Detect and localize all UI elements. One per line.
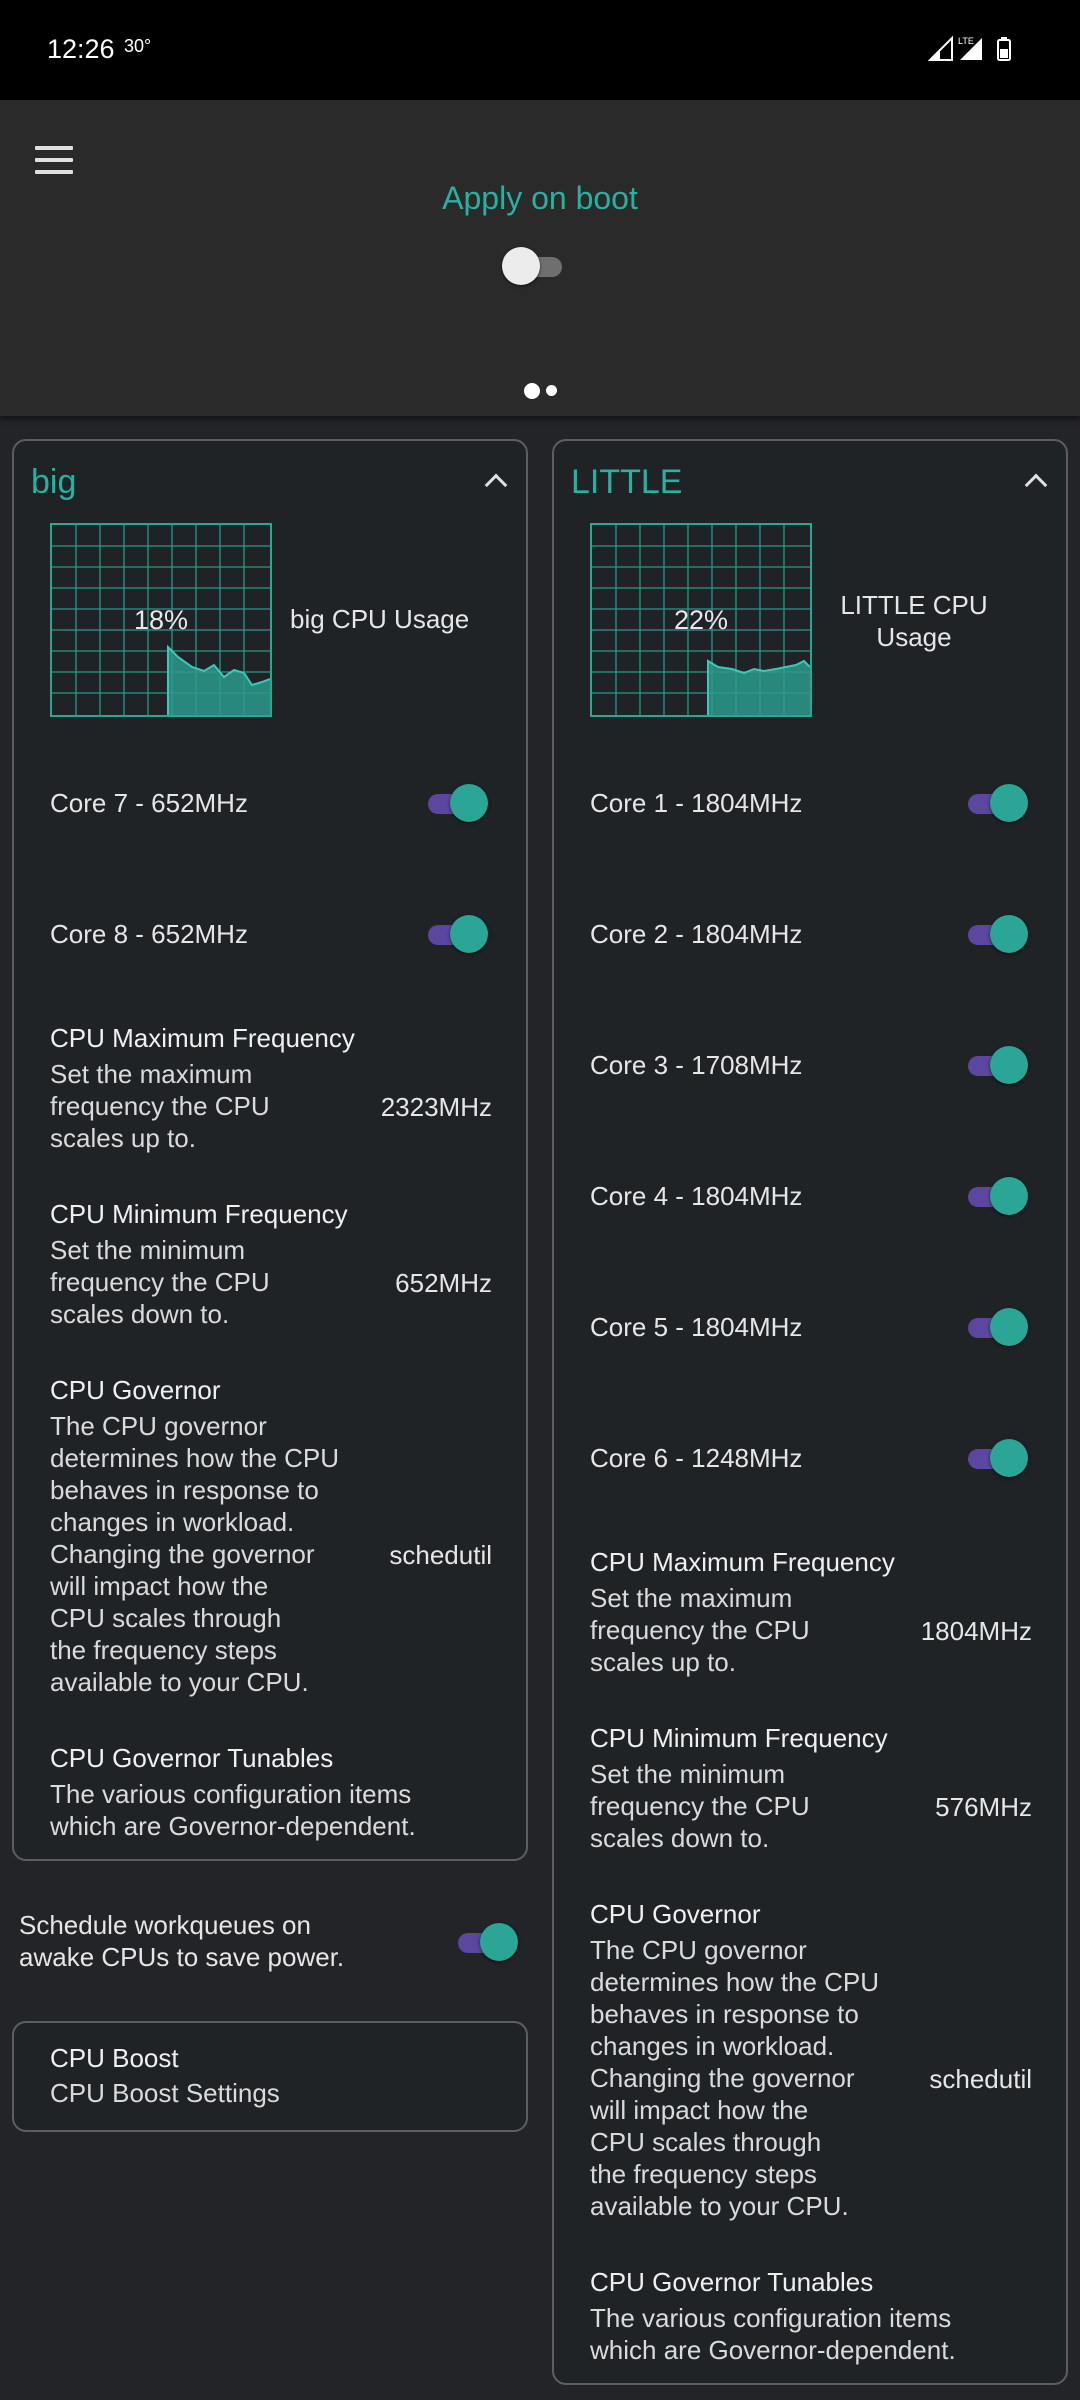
battery-icon <box>998 37 1010 60</box>
core-1-switch[interactable] <box>962 783 1028 823</box>
page-indicator <box>0 382 1080 400</box>
collapse-chevron-up-icon[interactable] <box>485 474 508 497</box>
status-icons <box>928 34 1028 71</box>
cpu-boost-card[interactable] <box>12 2021 528 2132</box>
little-min-freq-desc: Set the minimum frequency the CPU scales down to. <box>590 1759 810 1853</box>
core-8-switch[interactable] <box>422 914 488 954</box>
big-max-freq-title[interactable]: CPU Maximum Frequency <box>50 1023 355 1053</box>
core-4-switch[interactable] <box>962 1176 1028 1216</box>
big-cluster-card <box>12 439 528 1861</box>
big-max-freq-value[interactable]: 2323MHz <box>380 1092 492 1122</box>
core-2-switch[interactable] <box>962 914 1028 954</box>
core-7-label: Core 7 - 652MHz <box>50 788 248 818</box>
cpu-boost-title: CPU Boost <box>50 2043 179 2073</box>
core-4-label: Core 4 - 1804MHz <box>590 1181 803 1211</box>
big-max-freq-desc: Set the maximum frequency the CPU scales up to. <box>50 1059 270 1153</box>
core-5-label: Core 5 - 1804MHz <box>590 1312 803 1342</box>
collapse-chevron-up-icon[interactable] <box>1025 474 1048 497</box>
signal-icon <box>930 38 952 60</box>
little-max-freq-desc: Set the maximum frequency the CPU scales up to. <box>590 1583 810 1677</box>
status-bar <box>0 0 1080 100</box>
status-temperature: 30° <box>124 36 152 56</box>
big-governor-desc: The CPU governor determines how the CPU behaves in response to changes in workload. Changing the governor will impact how the CPU scales through the frequency steps available to your CPU. <box>50 1411 340 1697</box>
workqueue-power-saving-desc: Schedule workqueues on awake CPUs to save power. <box>19 1910 345 1972</box>
little-cluster-title: LITTLE <box>571 463 683 501</box>
svg-text:LTE: LTE <box>958 36 974 46</box>
little-governor-value[interactable]: schedutil <box>929 2064 1032 2094</box>
core-6-label: Core 6 - 1248MHz <box>590 1443 803 1473</box>
big-cpu-usage-label: big CPU Usage <box>290 604 470 634</box>
big-cpu-usage-value: 18% <box>133 605 189 635</box>
core-6-switch[interactable] <box>962 1438 1028 1478</box>
core-3-switch[interactable] <box>962 1045 1028 1085</box>
little-max-freq-value[interactable]: 1804MHz <box>920 1616 1032 1646</box>
page-dot[interactable] <box>546 385 557 396</box>
little-cpu-usage-value: 22% <box>673 605 729 635</box>
little-tunables-title[interactable]: CPU Governor Tunables <box>590 2267 874 2297</box>
cpu-boost-subtitle: CPU Boost Settings <box>50 2078 280 2108</box>
workqueue-power-saving-switch[interactable] <box>452 1922 518 1962</box>
menu-icon[interactable] <box>35 146 73 174</box>
little-cpu-usage-label: LITTLE CPU Usage <box>840 590 988 652</box>
apply-on-boot-switch[interactable] <box>502 246 568 286</box>
big-governor-title[interactable]: CPU Governor <box>50 1375 221 1405</box>
core-3-label: Core 3 - 1708MHz <box>590 1050 803 1080</box>
lte-signal-icon <box>958 36 982 60</box>
big-min-freq-title[interactable]: CPU Minimum Frequency <box>50 1199 348 1229</box>
little-tunables-desc: The various configuration items which are Governor-dependent. <box>590 2303 956 2365</box>
big-min-freq-value[interactable]: 652MHz <box>395 1268 492 1298</box>
big-cpu-usage-graph <box>50 523 272 717</box>
page-dot-active[interactable] <box>524 383 540 399</box>
core-5-switch[interactable] <box>962 1307 1028 1347</box>
little-cpu-usage-graph <box>590 523 812 717</box>
core-7-switch[interactable] <box>422 783 488 823</box>
core-8-label: Core 8 - 652MHz <box>50 919 248 949</box>
big-governor-value[interactable]: schedutil <box>389 1540 492 1570</box>
core-2-label: Core 2 - 1804MHz <box>590 919 803 949</box>
big-tunables-desc: The various configuration items which are Governor-dependent. <box>50 1779 416 1841</box>
core-1-label: Core 1 - 1804MHz <box>590 788 803 818</box>
status-time: 12:26 <box>47 34 115 64</box>
big-tunables-title[interactable]: CPU Governor Tunables <box>50 1743 334 1773</box>
little-min-freq-title[interactable]: CPU Minimum Frequency <box>590 1723 888 1753</box>
little-cluster-card <box>552 439 1068 2385</box>
big-cluster-title: big <box>31 463 77 501</box>
little-governor-title[interactable]: CPU Governor <box>590 1899 761 1929</box>
apply-on-boot-title: Apply on boot <box>442 180 638 216</box>
little-max-freq-title[interactable]: CPU Maximum Frequency <box>590 1547 895 1577</box>
little-min-freq-value[interactable]: 576MHz <box>935 1792 1032 1822</box>
big-min-freq-desc: Set the minimum frequency the CPU scales down to. <box>50 1235 270 1329</box>
little-governor-desc: The CPU governor determines how the CPU behaves in response to changes in workload. Changing the governor will impact how the CPU scales through the frequency steps available to your CPU. <box>590 1935 880 2221</box>
